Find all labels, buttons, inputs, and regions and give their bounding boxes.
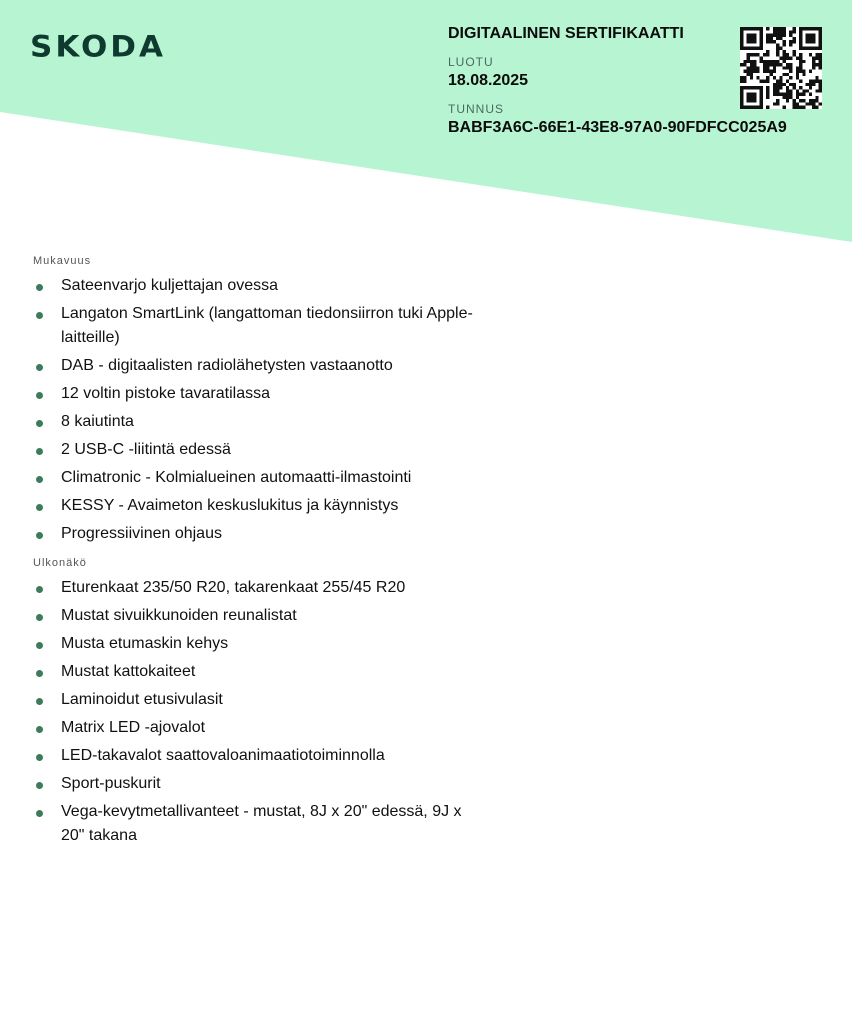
bullet-icon [36,392,43,399]
list-item-text: KESSY - Avaimeton keskuslukitus ja käynnistys [61,497,399,514]
list-item [33,410,473,434]
comfort-features [33,274,473,546]
exterior-features [33,576,473,848]
list-item [33,466,473,490]
list-item [33,302,473,350]
list-item [33,382,473,406]
bullet-icon [36,312,43,319]
list-item-text: Progressiivinen ohjaus [61,525,222,542]
bullet-icon [36,642,43,649]
list-item [33,744,473,768]
list-item-text: DAB - digitaalisten radiolähetysten vastaanotto [61,357,393,374]
bullet-icon [36,782,43,789]
bullet-icon [36,476,43,483]
list-item-text: Matrix LED -ajovalot [61,719,206,736]
list-item-text: 12 voltin pistoke tavaratilassa [61,385,270,402]
bullet-icon [36,810,43,817]
bullet-icon [36,284,43,291]
list-item [33,522,473,546]
list-item [33,354,473,378]
feature-list [33,254,473,852]
certificate-title: DIGITAALINEN SERTIFIKAATTI [448,25,684,42]
list-item-text: Langaton SmartLink (langattoman tiedonsiirron tuki Apple-laitteille) [61,305,473,346]
bullet-icon [36,754,43,761]
list-item-text: Climatronic - Kolmialueinen automaatti-ilmastointi [61,469,412,486]
certificate-info [448,24,787,138]
list-item [33,576,473,600]
bullet-icon [36,726,43,733]
list-item [33,660,473,684]
section-title-ulkonako: Ulkonäkö [33,557,87,569]
list-item [33,604,473,628]
list-item [33,688,473,712]
list-item-text: 2 USB-C -liitintä edessä [61,441,231,458]
bullet-icon [36,420,43,427]
list-item-text: Mustat sivuikkunoiden reunalistat [61,607,297,624]
list-item [33,772,473,796]
qr-code-icon[interactable] [740,27,822,109]
list-item-text: Sateenvarjo kuljettajan ovessa [61,277,279,294]
skoda-logo: SKODA [30,29,167,65]
list-item [33,800,473,848]
created-date: 18.08.2025 [448,72,529,89]
bullet-icon [36,614,43,621]
list-item [33,632,473,656]
bullet-icon [36,504,43,511]
list-item-text: Laminoidut etusivulasit [61,691,223,708]
list-item-text: Vega-kevytmetallivanteet - mustat, 8J x 20" edessä, 9J x 20" takana [61,803,462,844]
section-title-mukavuus: Mukavuus [33,255,92,267]
list-item [33,438,473,462]
list-item [33,274,473,298]
list-item-text: Musta etumaskin kehys [61,635,229,652]
list-item-text: Eturenkaat 235/50 R20, takarenkaat 255/45 R20 [61,579,406,596]
list-item-text: Sport-puskurit [61,775,161,792]
list-item-text: Mustat kattokaiteet [61,663,196,680]
bullet-icon [36,670,43,677]
bullet-icon [36,586,43,593]
list-item-text: 8 kaiutinta [61,413,134,430]
bullet-icon [36,698,43,705]
list-item-text: LED-takavalot saattovaloanimaatiotoiminnolla [61,747,385,764]
list-item [33,716,473,740]
list-item [33,494,473,518]
bullet-icon [36,448,43,455]
bullet-icon [36,532,43,539]
created-label: LUOTU [448,55,494,69]
bullet-icon [36,364,43,371]
id-label: TUNNUS [448,102,504,116]
certificate-id: BABF3A6C-66E1-43E8-97A0-90FDFCC025A9 [448,119,787,136]
